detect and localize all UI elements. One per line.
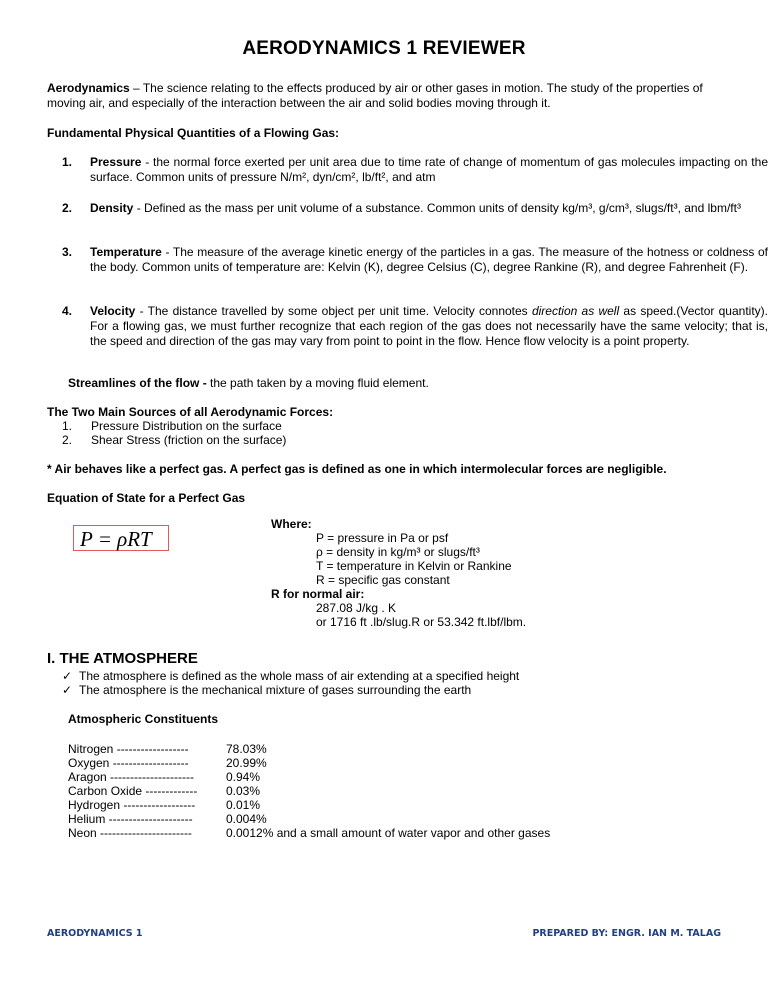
where-label: Where:: [271, 517, 312, 531]
constituent-name: Helium ---------------------: [68, 812, 193, 826]
quantity-term: Velocity: [90, 304, 136, 318]
quantity-term: Density: [90, 201, 134, 215]
quantity-term: Temperature: [90, 245, 162, 259]
quantity-desc: - The distance travelled by some object per unit time. Velocity connotes: [135, 304, 532, 318]
quantity-number: 3.: [62, 245, 73, 259]
list-item: [62, 419, 72, 433]
list-item-text: Shear Stress (friction on the surface): [91, 433, 287, 447]
quantity-text: [90, 155, 768, 185]
list-item-text: Pressure Distribution on the surface: [91, 419, 282, 433]
list-item: [62, 433, 72, 447]
quantity-number: 4.: [62, 304, 73, 318]
quantity-number: 2.: [62, 201, 73, 215]
constituent-name: Oxygen -------------------: [68, 756, 189, 770]
constituent-value: 0.004%: [226, 812, 267, 826]
constituent-value: 78.03%: [226, 742, 267, 756]
quantity-text: [90, 201, 768, 216]
quantity-number: 1.: [62, 155, 73, 169]
constituent-value: 0.94%: [226, 770, 261, 784]
quantity-desc: - The measure of the average kinetic energy of the particles in a gas. The measure of the hotness or coldness of the body. Common units of temperature are: Kelvin (K), degree Celsius (C), degree Rankine (R), and degree Fahrenheit (F).: [90, 245, 768, 274]
constituent-value: 0.01%: [226, 798, 261, 812]
streamlines-text: the path taken by a moving fluid element.: [206, 376, 429, 390]
quantity-desc-cont: as speed.(Vector quantity). For a flowing gas, we must further recognize that each region of the gas does not necessarily have the same velocity; that is, the speed and direction of the gas may vary from point to point in the flow. Hence flow velocity is a point property.: [90, 304, 768, 348]
streamlines-term: Streamlines of the flow -: [68, 376, 207, 390]
constituent-name: Hydrogen ------------------: [68, 798, 196, 812]
bullet-text: The atmosphere is the mechanical mixture of gases surrounding the earth: [79, 683, 472, 697]
constituent-name: Aragon ---------------------: [68, 770, 194, 784]
quantity-term: Pressure: [90, 155, 142, 169]
r-value: 287.08 J/kg . K: [316, 601, 397, 615]
constituent-name: Neon -----------------------: [68, 826, 192, 840]
where-item: ρ = density in kg/m³ or slugs/ft³: [316, 545, 480, 559]
quantity-text: [90, 304, 768, 349]
r-value: or 1716 ft .lb/slug.R or 53.342 ft.lbf/lbm.: [316, 615, 527, 629]
list-number: 2.: [62, 433, 73, 447]
bullet-text: The atmosphere is defined as the whole mass of air extending at a specified height: [79, 669, 520, 683]
constituent-name: Carbon Oxide -------------: [68, 784, 198, 798]
constituent-value: 0.03%: [226, 784, 261, 798]
footer-right: PREPARED BY: ENGR. IAN M. TALAG: [532, 928, 721, 939]
quantity-desc: - the normal force exerted per unit area due to time rate of change of momentum of gas molecules impacting on the surface. Common units of pressure N/m², dyn/cm², lb/ft², and atm: [90, 155, 768, 184]
sources-heading: The Two Main Sources of all Aerodynamic Forces:: [47, 405, 334, 419]
fundamental-heading: Fundamental Physical Quantities of a Flowing Gas:: [47, 126, 340, 140]
constituent-name: Nitrogen ------------------: [68, 742, 189, 756]
r-label: R for normal air:: [271, 587, 365, 601]
atmosphere-heading: I. THE ATMOSPHERE: [47, 650, 198, 667]
where-item: P = pressure in Pa or psf: [316, 531, 449, 545]
list-number: 1.: [62, 419, 73, 433]
equation-formula: P = ρRT: [73, 525, 169, 551]
equation-heading: Equation of State for a Perfect Gas: [47, 491, 246, 505]
constituent-value: 0.0012% and a small amount of water vapor and other gases: [226, 826, 551, 840]
check-icon: ✓: [62, 669, 73, 683]
quantity-text: [90, 245, 768, 275]
constituents-heading: Atmospheric Constituents: [68, 712, 219, 726]
footer-left: AERODYNAMICS 1: [47, 928, 143, 939]
check-icon: ✓: [62, 683, 73, 697]
intro-text: – The science relating to the effects produced by air or other gases in motion. The study of the properties of moving air, and especially of the interaction between the air and solid bodies moving through it.: [47, 81, 703, 110]
constituent-value: 20.99%: [226, 756, 267, 770]
perfect-gas-note: * Air behaves like a perfect gas. A perfect gas is defined as one in which intermolecular forces are negligible.: [47, 462, 667, 476]
intro-paragraph: [47, 81, 727, 111]
quantity-emphasis: direction as well: [531, 304, 620, 318]
where-item: R = specific gas constant: [316, 573, 450, 587]
intro-term: Aerodynamics: [47, 81, 130, 95]
quantity-desc: - Defined as the mass per unit volume of a substance. Common units of density kg/m³, g/cm³, slugs/ft³, and lbm/ft³: [133, 201, 741, 215]
streamlines-note: [68, 376, 429, 390]
where-item: T = temperature in Kelvin or Rankine: [316, 559, 512, 573]
page-title: AERODYNAMICS 1 REVIEWER: [242, 38, 526, 59]
